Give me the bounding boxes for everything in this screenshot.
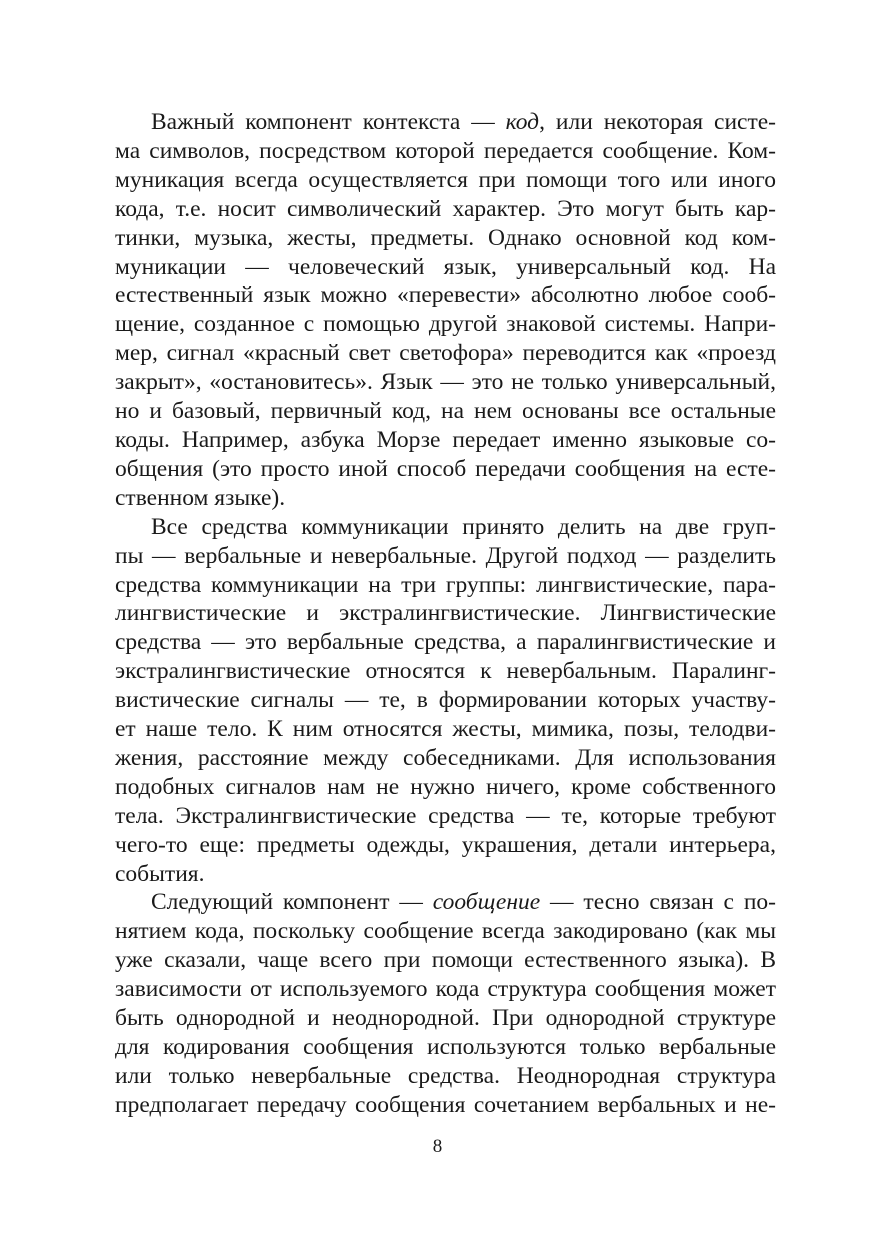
text-line [115,860,776,889]
text-run: кода, т.е. носит символический характер. Это могут быть кар- [115,195,776,222]
text-run: ет наше тело. К ним относятся жесты, мимика, позы, телодви- [115,716,776,743]
text-line [115,657,776,686]
text-line [115,888,776,917]
text-line [115,137,776,166]
text-run: зависимости от используемого кода структура сообщения может [115,976,776,1003]
text-run: тела. Экстралингвистические средства — те, которые требуют [115,802,776,829]
text-run: закрыт», «остановитесь». Язык — это не только универсальный, [115,369,776,396]
text-line [115,917,776,946]
text-line [115,253,776,282]
text-run: вистические сигналы — те, в формировании которых участву- [115,687,776,714]
text-line [115,166,776,195]
text-run: мер, сигнал «красный свет светофора» переводится как «проезд [115,340,776,367]
text-line [115,715,776,744]
text-line [115,1004,776,1033]
text-run: тинки, музыка, жесты, предметы. Однако основной код ком- [115,224,776,251]
text-run: средства коммуникации на три группы: лингвистические, пара- [115,571,776,598]
text-line [115,975,776,1004]
text-run: муникации — человеческий язык, универсальный код. На [115,253,776,280]
text-run: нятием кода, поскольку сообщение всегда закодировано (как мы [115,918,776,945]
text-run: для кодирования сообщения используются только вербальные [115,1034,776,1060]
text-line [115,426,776,455]
text-run: жения, расстояние между собеседниками. Для использования [115,744,776,771]
text-run: чего-то еще: предметы одежды, украшения, детали интерьера, [115,831,776,858]
text-line [115,1091,776,1120]
text-run: средства — это вербальные средства, а паралингвистические и [115,629,776,656]
text-run: естественный язык можно «перевести» абсолютно любое сооб- [115,282,776,309]
text-line [115,1033,776,1062]
text-line [115,831,776,860]
text-line [115,773,776,802]
text-run: коды. Например, азбука Морзе передает именно языковые со- [115,426,776,453]
text-line [115,686,776,715]
text-run: общения (это просто иной способ передачи сообщения на есте- [115,455,776,482]
text-line [115,108,776,137]
text-run: ственном языке). [115,484,286,511]
text-run: события. [115,860,205,887]
text-run: уже сказали, чаще всего при помощи естественного языка). В [115,947,776,974]
paragraph [115,513,776,889]
text-run: предполагает передачу сообщения сочетанием вербальных и не- [115,1091,776,1118]
text-line [115,368,776,397]
text-run: быть однородной и неоднородной. При однородной структуре [115,1005,776,1032]
text-line [115,542,776,571]
text-run: ма символов, посредством которой передается сообщение. Ком- [115,137,776,164]
text-line [115,513,776,542]
text-line [115,339,776,368]
text-run: — тесно связан с по- [540,889,776,916]
text-line [115,628,776,657]
text-line [115,599,776,628]
text-run: щение, созданное с помощью другой знаковой системы. Напри- [115,311,776,338]
text-run: пы — вербальные и невербальные. Другой подход — разделить [115,542,776,569]
text-run: лингвистические и экстралингвистические. Лингвистические [115,600,776,627]
text-run: экстралингвистические относятся к невербальным. Паралинг- [115,658,776,685]
text-line [115,397,776,426]
text-line [115,455,776,484]
paragraph [115,108,776,513]
text-line [115,1062,776,1091]
text-line [115,802,776,831]
text-line [115,571,776,600]
text-line [115,310,776,339]
text-run: или только невербальные средства. Неоднородная структура [115,1062,776,1089]
text-line [115,195,776,224]
text-run: подобных сигналов нам не нужно ничего, кроме собственного [115,773,776,800]
emphasized-term: код [505,109,540,135]
text-line [115,224,776,253]
text-line [115,946,776,975]
text-line [115,744,776,773]
text-run: но и базовый, первичный код, на нем основаны все остальные [115,398,776,425]
text-run: Следующий компонент — [151,889,433,916]
emphasized-term: сообщение [432,889,541,916]
text-run: Важный компонент контекста — [151,109,506,135]
text-run: муникация всегда осуществляется при помощи того или иного [115,166,776,193]
body-text [115,108,776,1120]
text-run: Все средства коммуникации принято делить на две груп- [151,513,776,540]
text-run: , или некоторая систе- [539,109,776,135]
text-line [115,281,776,310]
page-number: 8 [432,1136,443,1157]
text-line [115,484,776,513]
paragraph [115,888,776,1119]
